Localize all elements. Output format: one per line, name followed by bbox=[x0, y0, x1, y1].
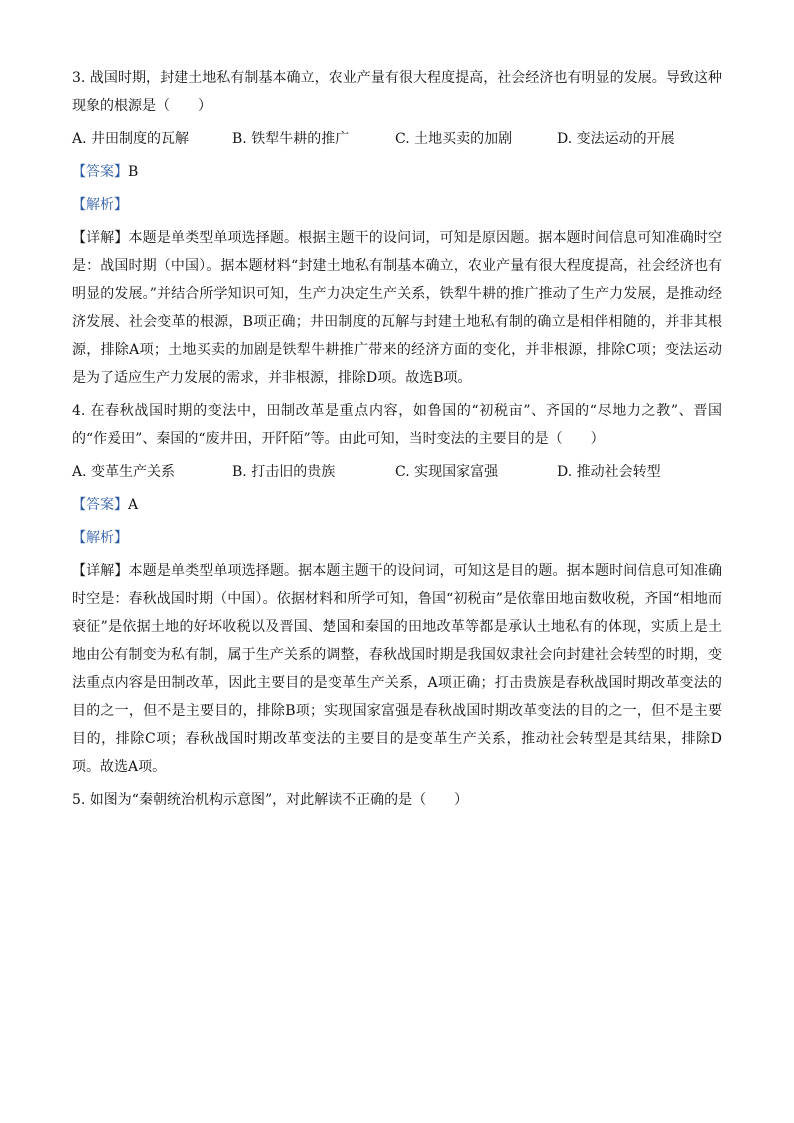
question-4-analysis-heading bbox=[72, 524, 722, 552]
question-3-option-b: B. 铁犁牛耕的推广 bbox=[232, 131, 350, 147]
detail-tag: 【详解】 bbox=[72, 563, 129, 579]
question-4-option-d: D. 推动社会转型 bbox=[557, 464, 661, 480]
question-4-answer bbox=[72, 491, 722, 519]
document-content bbox=[72, 64, 722, 814]
question-4-detail bbox=[72, 557, 722, 781]
question-4-stem: 4. 在春秋战国时期的变法中，田制改革是重点内容，如鲁国的“初税亩”、齐国的“尽地力之教”、晋国的“作爰田”、秦国的“废井田，开阡陌”等。由此可知，当时变法的主要目的是（ ） bbox=[72, 403, 722, 447]
detail-text: 本题是单类型单项选择题。根据主题干的设问词，可知是原因题。据本题时间信息可知准确时空是：战国时期（中国）。据本题材料“封建土地私有制基本确立，农业产量有很大程度提高，社会经济也有明显的发展。”并结合所学知识可知，生产力决定生产关系，铁犁牛耕的推广推动了生产力发展，是推动经济发展、社会变革的根源，B项正确；井田制度的瓦解与封建土地私有制的确立是相伴相随的，并非其根源，排除A项；土地买卖的加剧是铁犁牛耕推广带来的经济方面的变化，并非根源，排除C项；变法运动是为了适应生产力发展的需求，并非根源，排除D项。故选B项。 bbox=[72, 230, 723, 386]
answer-tag: 【答案】 bbox=[72, 497, 128, 513]
answer-value: B bbox=[128, 164, 139, 180]
answer-value: A bbox=[128, 497, 139, 513]
question-3-options bbox=[72, 125, 722, 153]
question-5-stem: 5. 如图为“秦朝统治机构示意图”，对此解读不正确的是（ ） bbox=[72, 792, 469, 808]
question-3-option-d: D. 变法运动的开展 bbox=[557, 131, 675, 147]
question-4-option-c: C. 实现国家富强 bbox=[395, 464, 499, 480]
question-3-stem: 3. 战国时期，封建土地私有制基本确立，农业产量有很大程度提高，社会经济也有明显的发展。导致这种现象的根源是（ ） bbox=[72, 70, 722, 114]
question-4-options bbox=[72, 458, 722, 486]
question-3-detail bbox=[72, 224, 722, 392]
question-3-analysis-heading bbox=[72, 191, 722, 219]
analysis-tag: 【解析】 bbox=[72, 197, 128, 213]
question-3-option-c: C. 土地买卖的加剧 bbox=[395, 131, 513, 147]
question-4-option-a: A. 变革生产关系 bbox=[72, 464, 176, 480]
answer-tag: 【答案】 bbox=[72, 164, 128, 180]
question-3-option-a: A. 井田制度的瓦解 bbox=[72, 131, 190, 147]
question-4-option-b: B. 打击旧的贵族 bbox=[232, 464, 336, 480]
detail-tag: 【详解】 bbox=[72, 230, 129, 246]
question-3-answer bbox=[72, 158, 722, 186]
detail-text: 本题是单类型单项选择题。据本题主题干的设问词，可知这是目的题。据本题时间信息可知准确时空是：春秋战国时期（中国）。依据材料和所学可知，鲁国“初税亩”是依靠田地亩数收税，齐国“相地而衰征”是依据土地的好坏收税以及晋国、楚国和秦国的田地改革等都是承认土地私有的体现，实质上是土地由公有制变为私有制，属于生产关系的调整，春秋战国时期是我国奴隶社会向封建社会转型的时期，变法重点内容是田制改革，因此主要目的是变革生产关系，A项正确；打击贵族是春秋战国时期改革变法的目的之一，但不是主要目的，排除B项；实现国家富强是春秋战国时期改革变法的目的之一，但不是主要目的，排除C项；春秋战国时期改革变法的主要目的是变革生产关系，推动社会转型是其结果，排除D项。故选A项。 bbox=[72, 563, 723, 775]
analysis-tag: 【解析】 bbox=[72, 530, 128, 546]
